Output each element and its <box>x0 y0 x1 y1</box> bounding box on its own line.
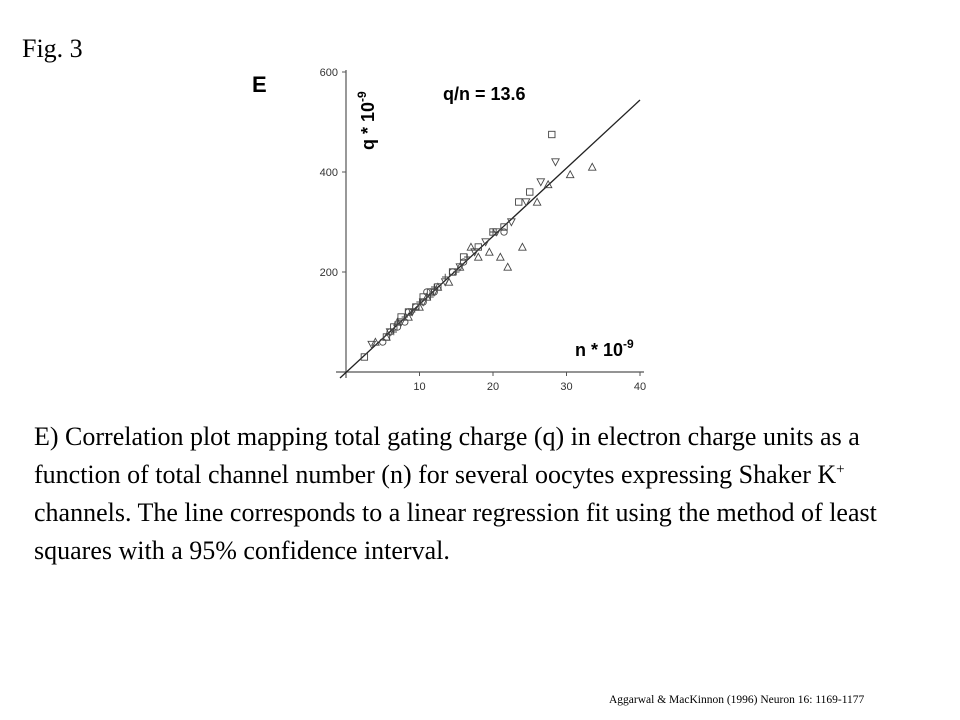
x-tick-label: 10 <box>413 381 426 393</box>
data-point-triangle-up <box>497 253 504 260</box>
caption-text-part1: E) Correlation plot mapping total gating charge (q) in electron charge units as a function of total channel number (n) for several oocytes expressing Shaker K <box>34 422 860 489</box>
x-tick-label: 30 <box>560 381 573 393</box>
y-axis-label-base: q * 10 <box>358 101 378 150</box>
caption-text-part2: channels. The line corresponds to a linear regression fit using the method of least squares with a 95% confidence interval. <box>34 498 877 565</box>
x-tick-label: 40 <box>633 381 647 393</box>
data-point-triangle-up <box>566 171 573 178</box>
data-point-triangle-up <box>486 248 493 255</box>
chart-axes <box>336 70 644 378</box>
x-axis-label <box>575 337 634 360</box>
y-tick-label: 200 <box>319 267 338 279</box>
caption-superscript: + <box>836 461 845 478</box>
data-point-triangle-up <box>533 198 540 205</box>
data-point-triangle-up <box>589 163 596 170</box>
y-tick-label: 600 <box>319 67 338 79</box>
data-point-square <box>527 189 533 195</box>
y-tick-label: 400 <box>319 167 338 179</box>
figure-label: Fig. 3 <box>22 34 83 63</box>
citation: Aggarwal & MacKinnon (1996) Neuron 16: 1169-1177 <box>609 694 865 706</box>
y-axis-label-exponent: -9 <box>355 91 369 102</box>
data-point-triangle-down <box>522 199 529 206</box>
chart-labels <box>252 72 634 360</box>
data-point-square <box>549 131 555 137</box>
data-point-triangle-up <box>504 263 511 270</box>
panel-label: E <box>252 72 267 97</box>
fit-annotation: q/n = 13.6 <box>443 84 526 104</box>
x-axis-label-base: n * 10 <box>575 340 624 360</box>
figure-caption <box>34 418 934 570</box>
data-point-square <box>516 199 522 205</box>
x-axis-label-exponent: -9 <box>623 337 634 351</box>
x-tick-label: 20 <box>486 381 500 393</box>
data-point-triangle-down <box>537 179 544 186</box>
data-point-triangle-up <box>519 243 526 250</box>
data-point-triangle-down <box>552 159 559 166</box>
y-axis-label <box>355 91 378 150</box>
